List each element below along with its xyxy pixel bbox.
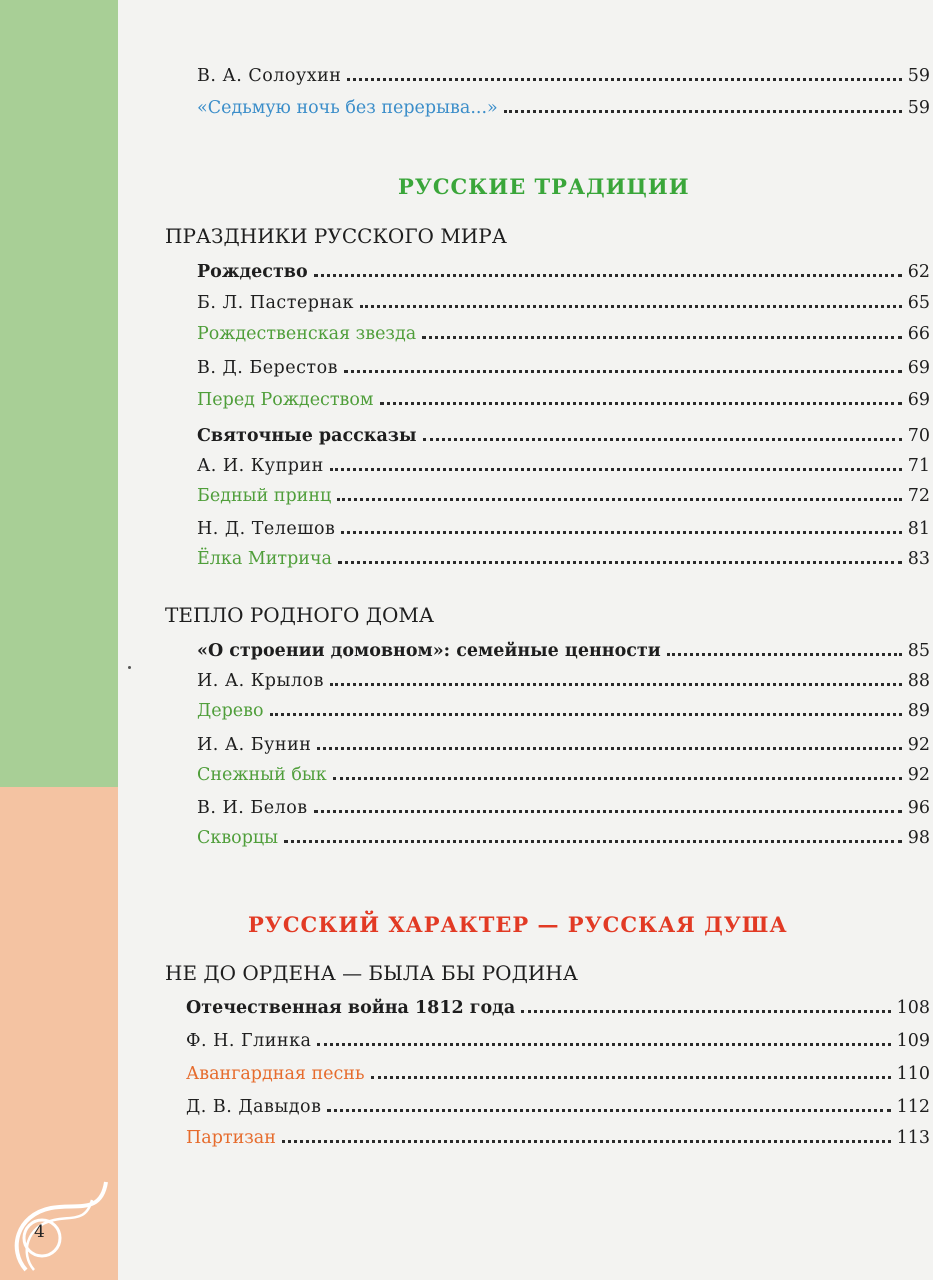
stray-dot [128,666,131,669]
page-number: 4 [34,1222,45,1242]
toc-entry-author[interactable]: Д. В. Давыдов 112 [186,1097,930,1117]
toc-entry-author[interactable]: И. А. Бунин 92 [197,735,930,755]
toc-entry-work[interactable]: Ёлка Митрича 83 [197,549,930,569]
subsection-title: ПРАЗДНИКИ РУССКОГО МИРА [165,224,507,248]
toc-entry-work[interactable]: «Седьмую ночь без перерыва...» 59 [197,98,930,118]
toc-entry-author[interactable]: А. И. Куприн 71 [197,456,930,476]
toc-entry-author[interactable]: В. Д. Берестов 69 [197,358,930,378]
toc-entry-author[interactable]: Б. Л. Пастернак 65 [197,293,930,313]
toc-entry-topic[interactable]: Рождество 62 [197,262,930,282]
toc-entry-author[interactable]: Ф. Н. Глинка 109 [186,1031,930,1051]
toc-entry-topic[interactable]: Святочные рассказы 70 [197,426,930,446]
toc-entry-author[interactable]: В. И. Белов 96 [197,798,930,818]
toc-entry-author[interactable]: В. А. Солоухин 59 [197,66,930,86]
toc-entry-work[interactable]: Перед Рождеством 69 [197,390,930,410]
subsection-title: НЕ ДО ОРДЕНА — БЫЛА БЫ РОДИНА [165,961,578,985]
toc-entry-topic[interactable]: «О строении домовном»: семейные ценности 85 [197,641,930,661]
toc-entry-work[interactable]: Дерево 89 [197,701,930,721]
subsection-title: ТЕПЛО РОДНОГО ДОМА [165,603,435,627]
toc-entry-topic[interactable]: Отечественная война 1812 года 108 [186,998,930,1018]
toc-entry-work[interactable]: Авангардная песнь 110 [186,1064,930,1084]
toc-entry-work[interactable]: Снежный бык 92 [197,765,930,785]
green-margin-bar [0,0,118,787]
toc-entry-author[interactable]: И. А. Крылов 88 [197,671,930,691]
toc-entry-author[interactable]: Н. Д. Телешов 81 [197,519,930,539]
toc-entry-work[interactable]: Бедный принц 72 [197,486,930,506]
section-title: РУССКИЙ ХАРАКТЕР — РУССКАЯ ДУША [248,912,788,937]
section-title: РУССКИЕ ТРАДИЦИИ [398,174,690,199]
toc-entry-work[interactable]: Партизан 113 [186,1128,930,1148]
toc-entry-work[interactable]: Скворцы 98 [197,828,930,848]
toc-entry-work[interactable]: Рождественская звезда 66 [197,324,930,344]
publisher-swirl-icon [6,1180,116,1276]
